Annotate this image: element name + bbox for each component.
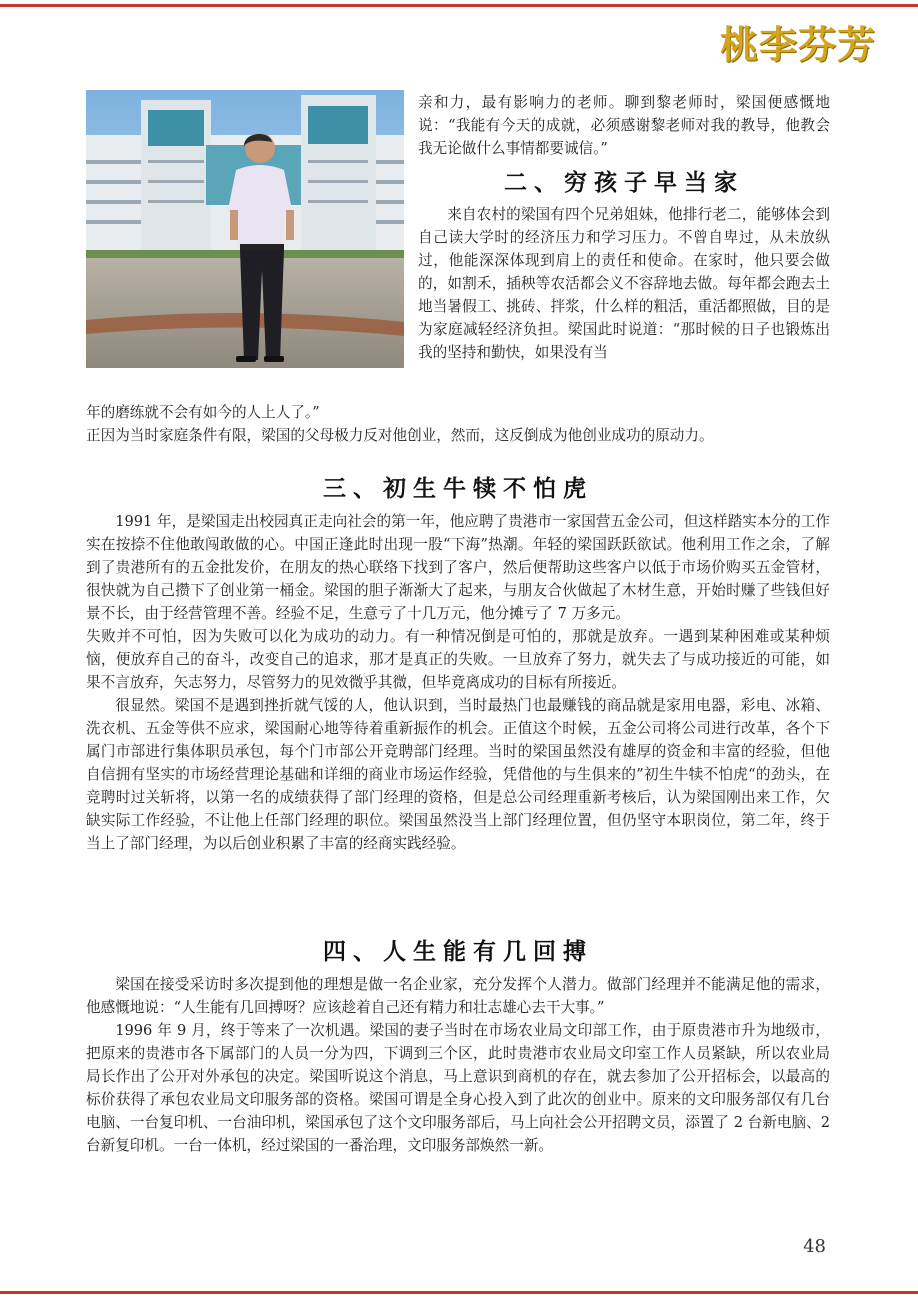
section4-paragraph-1: 梁国在接受采访时多次提到他的理想是做一名企业家，充分发挥个人潜力。做部门经理并不能满足他的需求，他感慨地说：“人生能有几回搏呀？应该趁着自己还有精力和壮志雄心去干大事。”: [86, 976, 830, 1016]
top-border: [0, 4, 918, 7]
section4-paragraph-2: 1996 年 9 月，终于等来了一次机遇。梁国的妻子当时在市场农业局文印部工作，由于原贵港市升为地级市，把原来的贵港市各下属部门的人员一分为四，下调到三个区，此时贵港市农业局文印室工作人员紧缺，所以农业局局长作出了公开对外承包的决定。梁国听说这个消息，马上意识到商机的存在，就去参加了公开招标会，以最高的标价获得了承包农业局文印服务部的资格。梁国可谓是全身心投入到了此次的创业中。原来的文印服务部仅有几台电脑、一台复印机、一台油印机，梁国承包了这个文印服务部后，马上向社会公开招聘文员，添置了 2 台新电脑、2 台新复印机。一台一体机，经过梁国的一番治理，文印服务部焕然一新。: [86, 1022, 830, 1154]
page-number: 48: [803, 1236, 826, 1257]
section2-paragraph-1: 来自农村的梁国有四个兄弟姐妹，他排行老二，能够体会到自己读大学时的经济压力和学习压力。不曾自卑过，从未放纵过，他能深深体现到肩上的责任和使命。在家时，他只要会做的，如割禾，插秧等农活都会义不容辞地去做。每年都会跑去土地当暑假工、挑砖、拌浆，什么样的粗活，重活都照做，目的是为家庭减轻经济负担。梁国此时说道：“那时候的日子也锻炼出我的坚持和勤快，如果没有当: [418, 206, 830, 361]
section3-paragraph-1: 1991 年，是梁国走出校园真正走向社会的第一年，他应聘了贵港市一家国营五金公司，但这样踏实本分的工作实在按捺不住他敢闯敢做的心。中国正逢此时出现一股“下海”热潮。年轻的梁国跃跃欲试。他利用工作之余，了解到了贵港所有的五金批发价，在朋友的热心联络下找到了客户，然后便帮助这些客户以低于市场价购买五金管材，很快就为自己攒下了创业第一桶金。梁国的胆子渐渐大了起来，与朋友合伙做起了木材生意，开始时赚了些钱但好景不长，由于经营管理不善。经验不足，生意亏了十几万元，他分摊亏了 7 万多元。: [86, 513, 830, 622]
section3-paragraph-3: 很显然。梁国不是遇到挫折就气馁的人，他认识到，当时最热门也最赚钱的商品就是家用电器，彩电、冰箱、洗衣机、五金等供不应求，梁国耐心地等待着重新振作的机会。正值这个时候，五金公司将公司进行改革，各个下属门市部进行集体职员承包，每个门市部公开竞聘部门经理。当时的梁国虽然没有雄厚的资金和丰富的经验，但他自信拥有坚实的市场经营理论基础和详细的商业市场运作经验，凭借他的与生俱来的”初生牛犊不怕虎“的劲头，在竞聘时过关斩将，以第一名的成绩获得了部门经理的资格，但是总公司经理重新考核后，认为梁国刚出来工作，欠缺实际工作经验，不让他上任部门经理的职位。梁国虽然没当上部门经理位置，但仍坚守本职岗位，第二年，终于当上了部门经理，为以后创业积累了丰富的经商实践经验。: [86, 697, 830, 852]
section2-continued: [86, 401, 830, 447]
section2-paragraph-2: 正因为当时家庭条件有限，梁国的父母极力反对他创业，然而，这反倒成为他创业成功的原动力。: [86, 427, 714, 444]
section-heading-4: 四、人生能有几回搏: [323, 938, 593, 965]
section3-paragraph-2: 失败并不可怕，因为失败可以化为成功的动力。有一种情况倒是可怕的，那就是放弃。一遇到某种困难或某种烦恼，便放弃自己的奋斗，改变自己的追求，那才是真正的失败。一旦放弃了努力，就失去了与成功接近的可能，如果不言放弃，矢志努力，尽管努力的见效微乎其微，但毕竟离成功的目标有所接近。: [86, 628, 830, 691]
magazine-logo: 桃李芬芳: [719, 22, 876, 67]
section4: [86, 935, 830, 1157]
section-heading-3: 三、初生牛犊不怕虎: [323, 475, 593, 502]
intro-paragraph: 亲和力，最有影响力的老师。聊到黎老师时，梁国便感慨地说：“我能有今天的成就，必须感谢黎老师对我的教导，他教会我无论做什么事情都要诚信。”: [418, 94, 830, 157]
section2-paragraph-1-continued: 年的磨练就不会有如今的人上人了。”: [86, 404, 320, 421]
portrait-photo: [86, 90, 404, 368]
intro-column: [418, 91, 830, 364]
section-heading-2: 二、穷孩子早当家: [504, 169, 744, 196]
section3: [86, 472, 830, 855]
bottom-border: [0, 1291, 918, 1294]
